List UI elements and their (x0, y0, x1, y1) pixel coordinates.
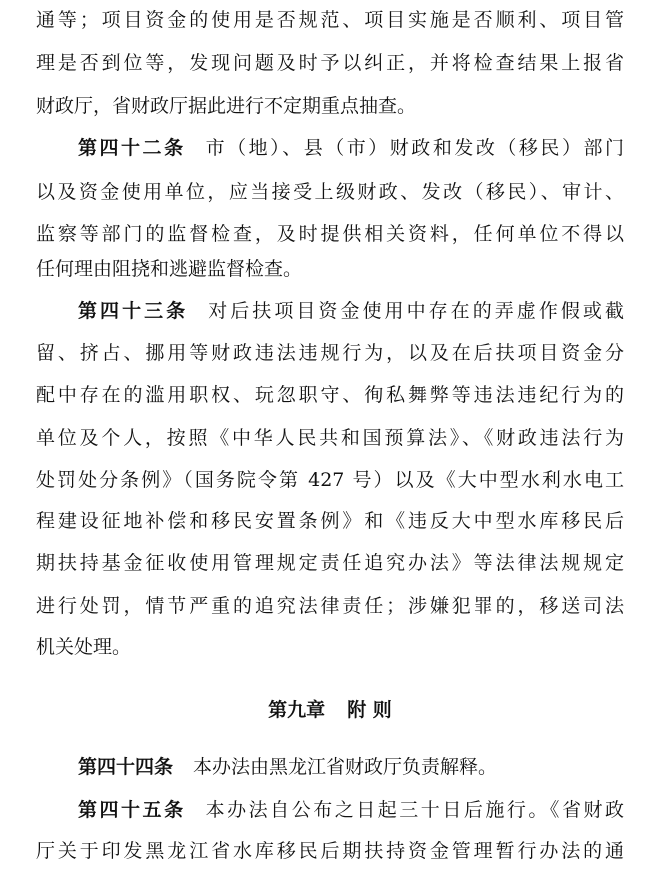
text-line: 任何理由阻挠和逃避监督检查。 (36, 258, 303, 280)
text-line: 进行处罚，情节严重的追究法律责任；涉嫌犯罪的，移送司法 (36, 595, 624, 617)
text-line: 程建设征地补偿和移民安置条例》和《违反大中型水库移民后 (36, 510, 624, 532)
chapter-number: 第九章 (268, 699, 326, 721)
text-line: 机关处理。 (36, 636, 132, 658)
text-line: 财政厅，省财政厅据此进行不定期重点抽查。 (36, 95, 417, 117)
article-number: 第四十五条 (78, 799, 186, 821)
chapter-title: 附 则 (347, 699, 392, 721)
text-line: 单位及个人，按照《中华人民共和国预算法》、《财政违法行为 (36, 427, 624, 449)
text-line: 对后扶项目资金使用中存在的弄虚作假或截 (208, 300, 624, 322)
article-43-first-line (78, 296, 624, 326)
article-number: 第四十三条 (78, 300, 189, 322)
text-line: 监察等部门的监督检查，及时提供相关资料，任何单位不得以 (36, 223, 624, 245)
text-line: 本办法由黑龙江省财政厅负责解释。 (193, 756, 498, 778)
chapter-heading (0, 695, 660, 725)
text-line: 期扶持基金征收使用管理规定责任追究办法》等法律法规规定 (36, 552, 624, 574)
text-line: 以及资金使用单位，应当接受上级财政、发改（移民）、审计、 (36, 181, 624, 203)
article-number: 第四十二条 (78, 137, 186, 159)
article-number: 第四十四条 (78, 756, 174, 778)
article-45-first-line (78, 795, 624, 825)
text-line: 厅关于印发黑龙江省水库移民后期扶持资金管理暂行办法的通 (36, 840, 624, 862)
text-line: 本办法自公布之日起三十日后施行。《省财政 (205, 799, 624, 821)
article-42-first-line (78, 133, 624, 163)
text-line: 处罚处分条例》（国务院令第 427 号）以及《大中型水利水电工 (36, 469, 624, 491)
text-line: 留、挤占、挪用等财政违法违规行为，以及在后扶项目资金分 (36, 342, 624, 364)
text-line: 通等；项目资金的使用是否规范、项目实施是否顺利、项目管 (36, 9, 624, 31)
article-44-line (78, 752, 497, 782)
text-line: 理是否到位等，发现问题及时予以纠正，并将检查结果上报省 (36, 52, 624, 74)
text-line: 市（地）、县（市）财政和发改（移民）部门 (205, 137, 624, 159)
text-line: 配中存在的滥用职权、玩忽职守、徇私舞弊等违法违纪行为的 (36, 384, 624, 406)
